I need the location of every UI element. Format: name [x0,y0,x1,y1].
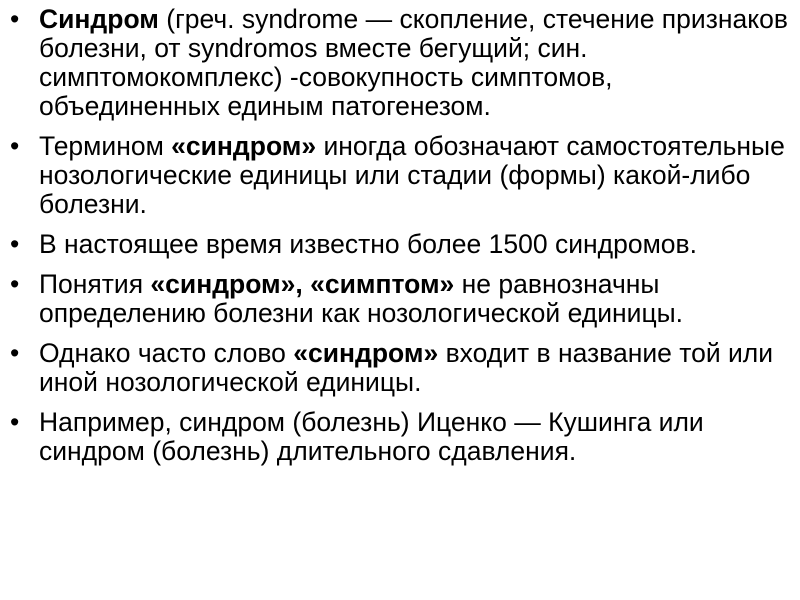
bullet-marker: • [10,338,20,368]
text-segment: Однако часто слово [39,338,294,368]
term-syndrome-quoted: «синдром» [293,338,439,368]
bullet-marker: • [10,131,20,161]
bullet-text [39,229,697,259]
term-syndrome-quoted: «синдром» [171,131,317,161]
bullet-text [39,4,788,121]
bullet-item-syndrome-count [8,230,794,259]
bullet-item-term-usage [8,132,794,219]
bullet-item-naming [8,339,794,397]
bullet-text [39,131,785,219]
text-segment: иногда обозначают самостоятельные нозологические единицы или стадии (формы) какой-либо болезни. [39,131,785,219]
bullet-marker: • [10,407,20,437]
text-segment: В настоящее время известно более 1500 синдромов. [39,229,697,259]
bullet-text [39,269,683,328]
bullet-marker: • [10,229,20,259]
bullet-marker: • [10,4,20,34]
term-syndrome: Синдром [39,4,159,34]
text-segment: не равнозначны определению болезни как нозологической единицы. [39,269,684,328]
text-segment: Например, синдром (болезнь) Иценко — Кушинга или синдром (болезнь) длительного сдавления. [39,407,704,466]
bullet-list [8,5,794,477]
text-segment: входит в название той или иной нозологической единицы. [39,338,774,397]
bullet-item-concepts [8,270,794,328]
text-segment: Термином [39,131,172,161]
bullet-item-examples [8,408,794,466]
text-segment: (греч. syndrome — скопление, стечение признаков болезни, от syndromos вместе бегущий; син. симптомокомплекс) -совокупность симптомов, объединенных единым патогенезом. [39,4,788,121]
bullet-item-syndrome-definition [8,5,794,121]
bullet-text [39,407,704,466]
bullet-marker: • [10,269,20,299]
term-syndrome-symptom: «синдром», «симптом» [150,269,455,299]
bullet-text [39,338,773,397]
text-segment: Понятия [39,269,151,299]
